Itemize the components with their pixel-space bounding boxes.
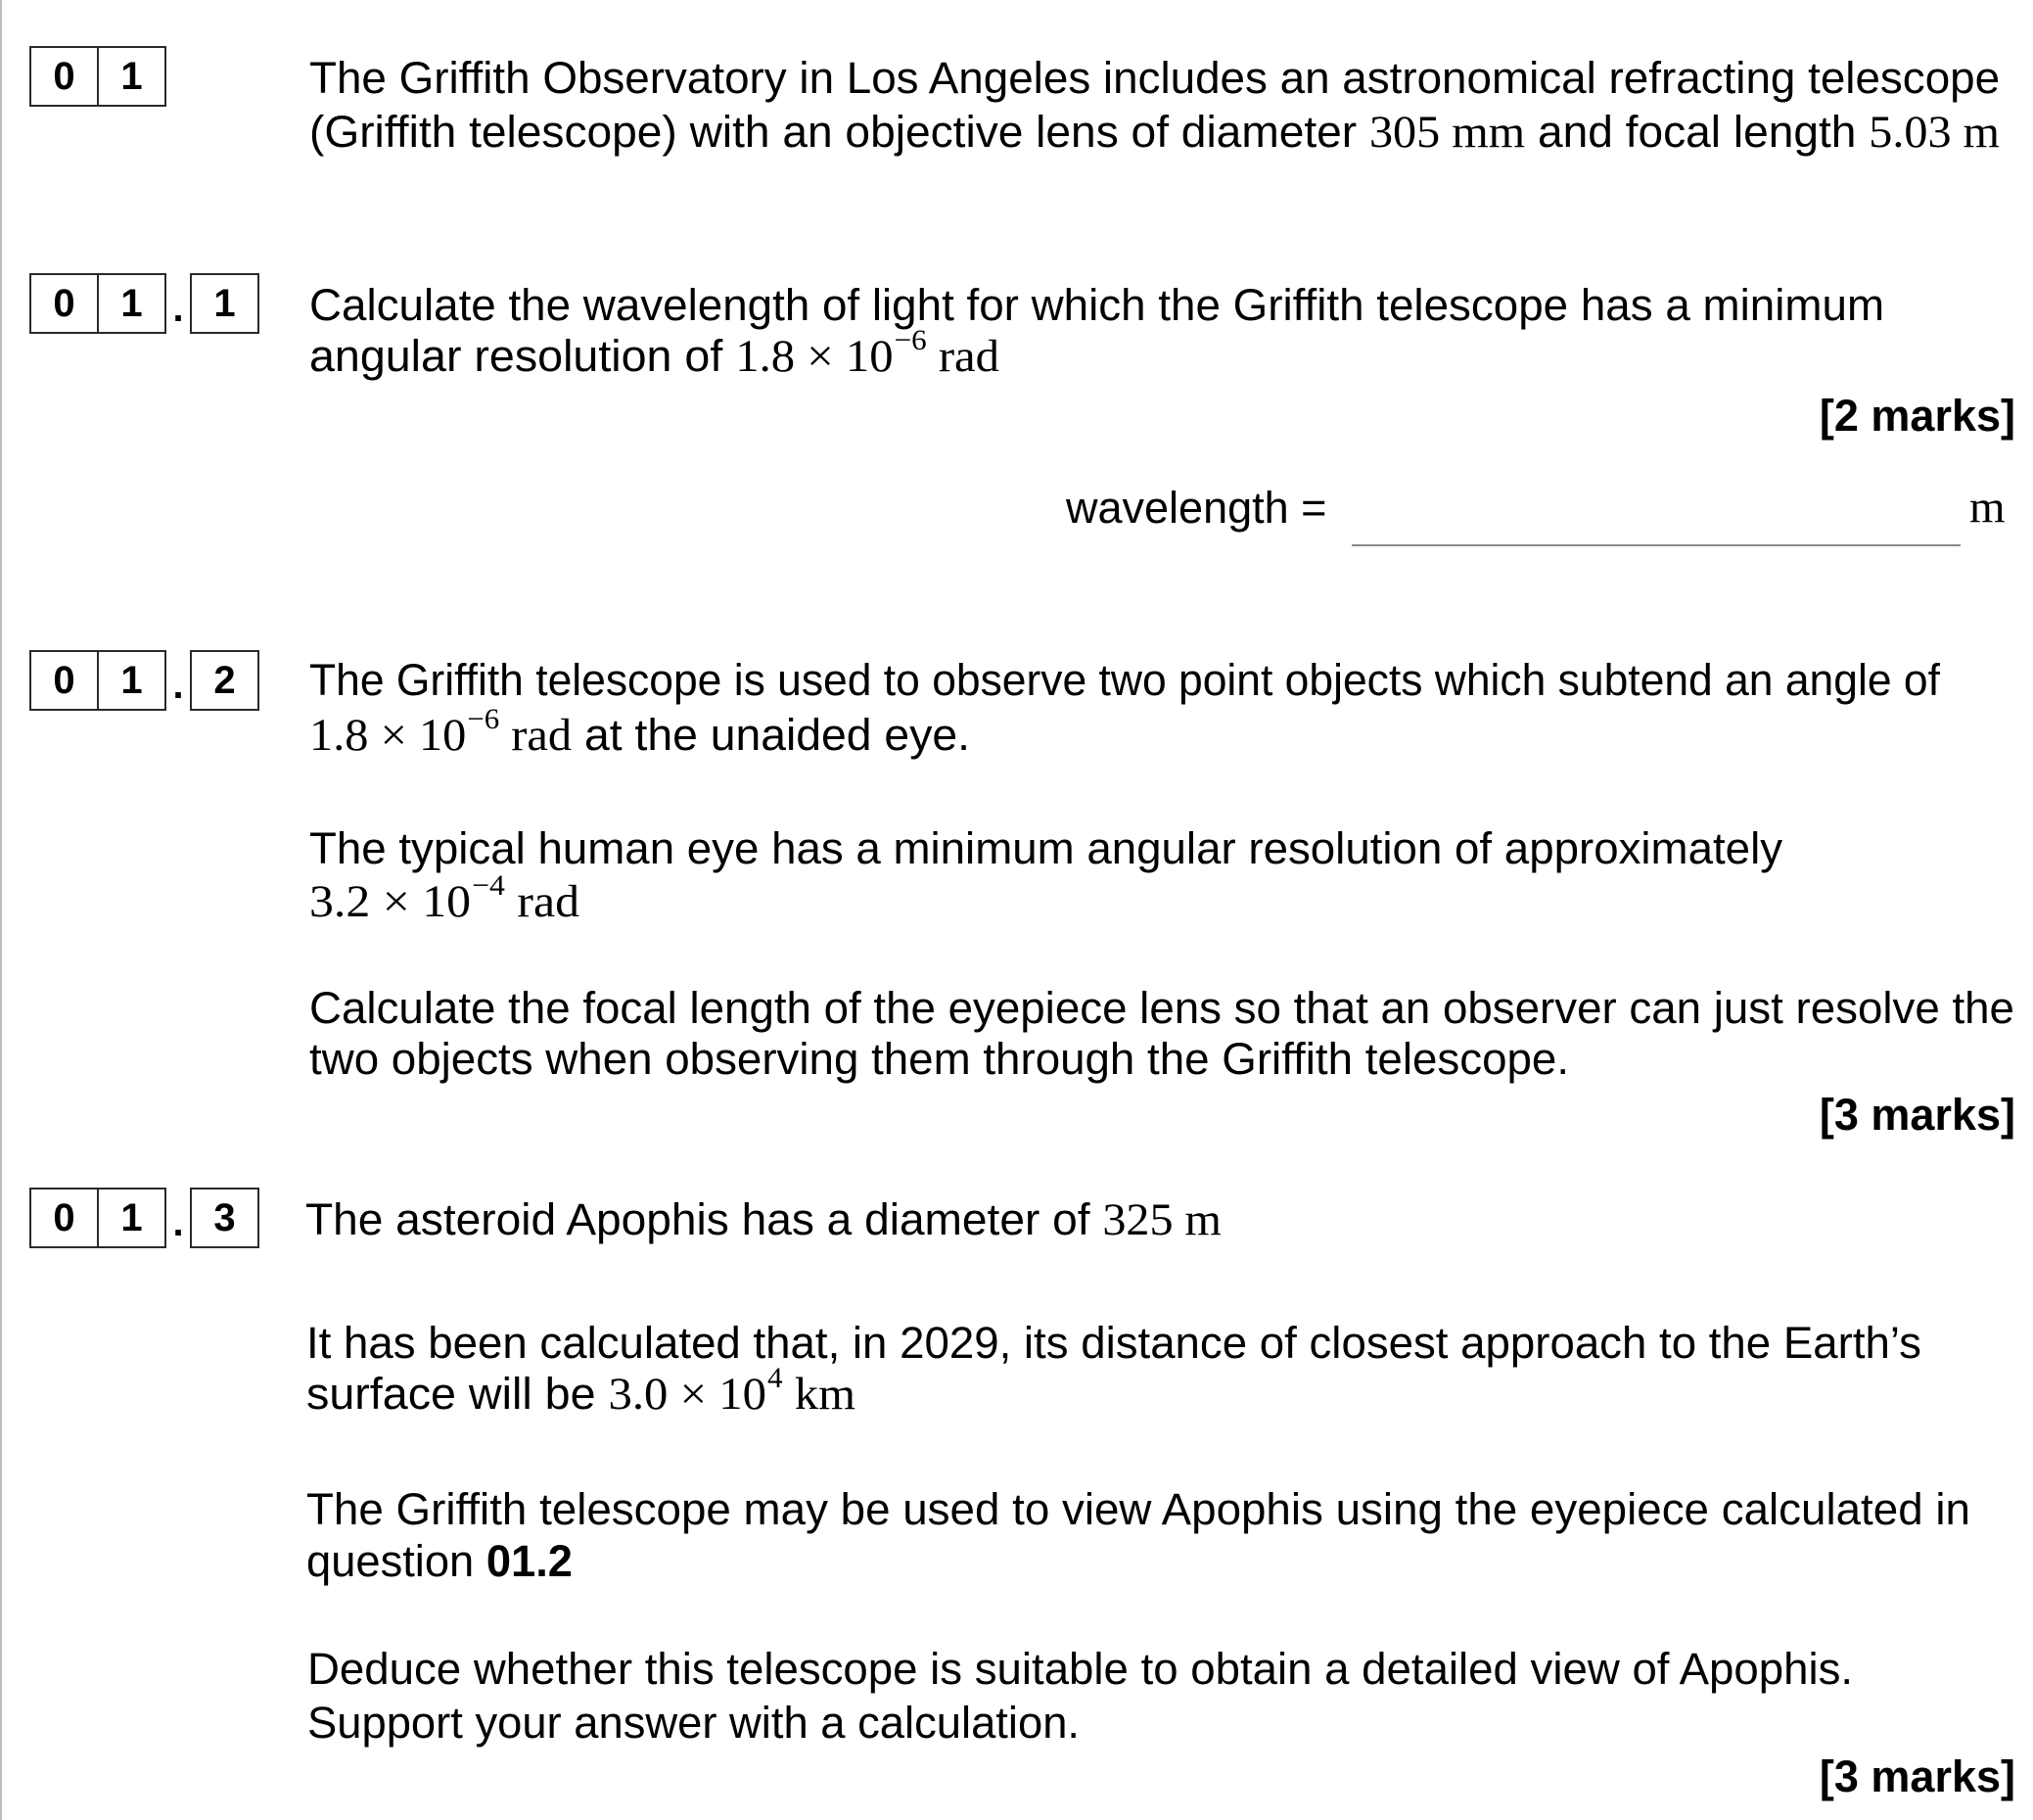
wavelength-answer-label: wavelength =: [1066, 483, 1327, 534]
math-expression: 3.0 × 10: [608, 1369, 766, 1421]
part-digit: 1: [97, 1188, 166, 1248]
part-text-line: [309, 324, 999, 383]
part-digit: 0: [29, 1188, 99, 1248]
part-text-line: [309, 280, 1885, 331]
page-left-border: [0, 0, 2, 1820]
part-sub-digit: 1: [190, 273, 259, 334]
question-digit: 0: [29, 46, 99, 107]
part-text-line: [307, 1698, 1081, 1749]
math-expression: 305 mm: [1368, 107, 1526, 159]
part-text-line: [309, 823, 1783, 874]
text-run: The asteroid Apophis has a diameter of: [305, 1194, 1103, 1245]
part-text-line: [309, 655, 1940, 706]
question-digit: 1: [97, 46, 166, 107]
text-run: (Griffith telescope) with an objective lens of diameter: [309, 107, 1369, 158]
text-run: surface will be: [306, 1369, 609, 1420]
part-text-line: [306, 1484, 1970, 1535]
part-text-line: [309, 869, 580, 928]
part-digit: 0: [29, 650, 99, 711]
math-expression: rad: [926, 331, 999, 383]
part-sub-digit: 3: [190, 1188, 259, 1248]
exponent: −6: [894, 324, 927, 357]
intro-line: [309, 53, 2001, 104]
part-text-line: [306, 1362, 856, 1421]
part-text-line: [305, 1194, 1222, 1246]
part-text-line: [309, 703, 970, 762]
intro-line: [309, 107, 2001, 159]
part-digit: 1: [97, 650, 166, 711]
math-expression: 325 m: [1102, 1194, 1222, 1246]
part-separator-dot: .: [172, 287, 184, 330]
part-separator-dot: .: [172, 664, 184, 707]
part-digit: 1: [97, 273, 166, 334]
text-run: It has been calculated that, in 2029, its distance of closest approach to the Earth’s: [306, 1318, 1922, 1369]
math-expression: 5.03 m: [1869, 107, 2001, 159]
marks-label: [3 marks]: [1819, 1090, 2015, 1141]
text-run: The Griffith telescope may be used to view Apophis using the eyepiece calculated in: [306, 1484, 1970, 1535]
part-sub-digit: 2: [190, 650, 259, 711]
text-run: Calculate the focal length of the eyepiece lens so that an observer can just resolve the: [309, 983, 2014, 1034]
part-number-box-01-2: [29, 650, 259, 711]
text-run: Calculate the wavelength of light for which the Griffith telescope has a minimum: [309, 280, 1885, 331]
wavelength-answer-field[interactable]: [1352, 544, 1961, 546]
math-expression: 3.2 × 10: [309, 876, 472, 928]
exponent: 4: [767, 1362, 783, 1395]
part-number-box-01-1: [29, 273, 259, 334]
text-run: two objects when observing them through the Griffith telescope.: [309, 1034, 1570, 1085]
wavelength-unit: m: [1969, 482, 2006, 534]
exponent: −6: [467, 703, 500, 736]
math-expression: rad: [499, 710, 573, 762]
text-run: Deduce whether this telescope is suitable to obtain a detailed view of Apophis.: [307, 1644, 1854, 1695]
math-expression: 1.8 × 10: [309, 710, 467, 762]
marks-label: [2 marks]: [1819, 391, 2015, 442]
marks-label: [3 marks]: [1819, 1751, 2015, 1802]
question-number-box: [29, 46, 166, 107]
part-number-box-01-3: [29, 1188, 259, 1248]
exponent: −4: [472, 869, 505, 903]
part-text-line: [306, 1536, 573, 1587]
math-expression: 1.8 × 10: [735, 331, 894, 383]
part-separator-dot: .: [172, 1201, 184, 1244]
question-reference: 01.2: [485, 1536, 573, 1587]
text-run: The typical human eye has a minimum angular resolution of approximately: [309, 823, 1783, 874]
text-run: The Griffith Observatory in Los Angeles includes an astronomical refracting telescope: [309, 53, 2001, 104]
text-run: question: [306, 1536, 486, 1587]
text-run: and focal length: [1525, 107, 1870, 158]
math-expression: km: [782, 1369, 856, 1421]
text-run: angular resolution of: [309, 331, 736, 382]
part-text-line: [309, 1034, 1570, 1085]
math-expression: rad: [504, 876, 580, 928]
text-run: Support your answer with a calculation.: [307, 1698, 1081, 1749]
part-text-line: [307, 1644, 1854, 1695]
part-text-line: [306, 1318, 1922, 1369]
part-digit: 0: [29, 273, 99, 334]
text-run: at the unaided eye.: [572, 710, 970, 761]
text-run: The Griffith telescope is used to observe two point objects which subtend an angle of: [309, 655, 1940, 706]
part-text-line: [309, 983, 2014, 1034]
